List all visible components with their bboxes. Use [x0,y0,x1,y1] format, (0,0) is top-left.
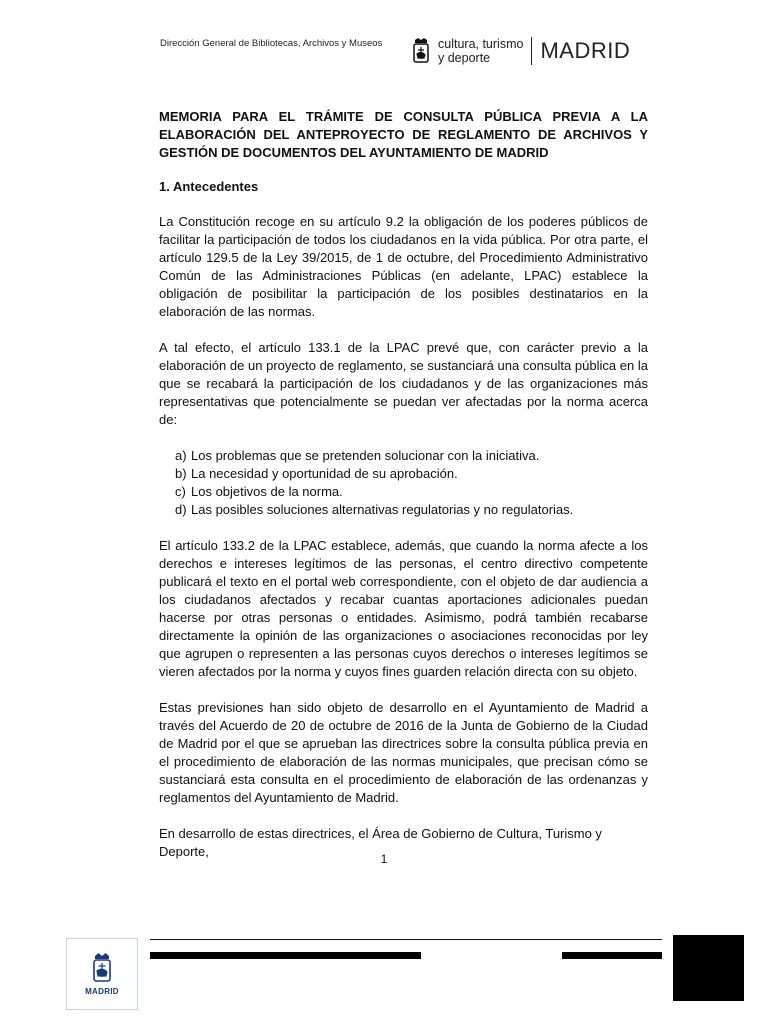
paragraph-5: En desarrollo de estas directrices, el Área de Gobierno de Cultura, Turismo y Deporte, [159,826,602,859]
document-body [159,108,648,879]
madrid-crest-icon [412,38,430,64]
page-number: 1 [380,852,388,866]
city-name: MADRID [540,38,631,63]
badge-label: MADRID [85,987,119,996]
list-text: Las posibles soluciones alternativas regulatorias y no regulatorias. [191,502,574,517]
list-marker: d) [175,502,187,517]
area-name [438,37,532,65]
area-line-2: y deporte [438,51,491,65]
header-logo [412,36,630,66]
list-marker: c) [175,484,186,499]
list-item [175,501,648,519]
footer-madrid-badge [66,938,138,1010]
list-marker: b) [175,466,187,481]
paragraph-4: Estas previsiones han sido objeto de desarrollo en el Ayuntamiento de Madrid a través del Acuerdo de 20 de octubre de 2016 de la Junta de Gobierno de la Ciudad de Madrid por el que se aprueban las directrices sobre la consulta pública previa en el procedimiento de elaboración de las normas municipales, que precisan cómo se sustanciará esta consulta en el procedimiento de elaboración de las ordenanzas y reglamentos del Ayuntamiento de Madrid. [159,700,648,805]
list-item [175,465,648,483]
list-marker: a) [175,448,187,463]
header-department: Dirección General de Bibliotecas, Archivos y Museos [160,38,383,49]
paragraph-3: El artículo 133.2 de la LPAC establece, además, que cuando la norma afecte a los derechos e intereses legítimos de las personas, el centro directivo competente publicará el texto en el portal web correspondiente, con el objeto de dar audiencia a los ciudadanos afectados y recabar cuantas aportaciones adicionales puedan hacerse por otras personas o entidades. Asimismo, podrá también recabarse directamente la opinión de las organizaciones o asociaciones reconocidas por ley que agrupen o representen a las personas cuyos derechos o intereses legítimos se vieren afectados por la norma y cuyos fines guarden relación directa con su objeto. [159,538,648,679]
madrid-crest-icon [92,953,112,983]
paragraph-1: La Constitución recoge en su artículo 9.2 la obligación de los poderes públicos de facilitar la participación de todos los ciudadanos en la vida pública. Por otra parte, el artículo 129.5 de la Ley 39/2015, de 1 de octubre, del Procedimiento Administrativo Común de las Administraciones Públicas (en adelante, LPAC) establece la obligación de posibilitar la participación de los posibles destinatarios en la elaboración de las normas. [159,214,648,319]
footer-divider [150,939,662,940]
list-item [175,483,648,501]
area-line-1: cultura, turismo [438,37,524,51]
list-text: La necesidad y oportunidad de su aprobación. [191,466,458,481]
consultation-list [159,447,648,519]
list-text: Los problemas que se pretenden solucionar con la iniciativa. [191,448,540,463]
footer-black-block [673,935,744,1001]
list-text: Los objetivos de la norma. [191,484,343,499]
document-title: MEMORIA PARA EL TRÁMITE DE CONSULTA PÚBLICA PREVIA A LA ELABORACIÓN DEL ANTEPROYECTO DE REGLAMENTO DE ARCHIVOS Y GESTIÓN DE DOCUMENTOS DEL AYUNTAMIENTO DE MADRID [159,109,648,160]
list-item [175,447,648,465]
footer-bar-right [562,952,662,959]
footer-bar-left [150,952,421,959]
paragraph-2: A tal efecto, el artículo 133.1 de la LPAC prevé que, con carácter previo a la elaboración de un proyecto de reglamento, se sustanciará una consulta pública en la que se recabará la participación de los ciudadanos y de las organizaciones más representativas que potencialmente se puedan ver afectadas por la norma acerca de: [159,340,648,427]
section-heading: 1. Antecedentes [159,179,259,194]
